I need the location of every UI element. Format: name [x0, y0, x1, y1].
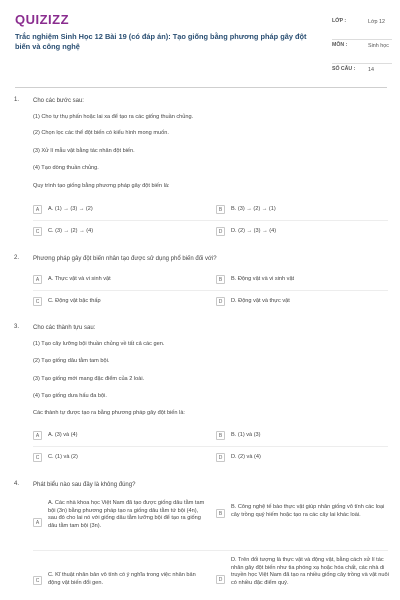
document-header: [0, 0, 400, 86]
option-text: D. Động vật và thực vật: [231, 298, 290, 304]
option-letter-box: B: [216, 509, 225, 518]
question-text: Phát biểu nào sau đây là không đúng?: [33, 482, 136, 488]
option-text: B. (3) → (2) → (1): [231, 206, 276, 212]
page-title: Trắc nghiệm Sinh Học 12 Bài 19 (có đáp án): Tạo giống bằng phương pháp gây đột biến và công nghệ: [15, 32, 307, 51]
option-letter-box: B: [216, 275, 225, 284]
option-text: D. (2) → (3) → (4): [231, 228, 277, 234]
option-letter-box: D: [216, 453, 225, 462]
option-letter-box: C: [33, 297, 42, 306]
option-letter-box: A: [33, 205, 42, 214]
option-letter-box: B: [216, 431, 225, 440]
option-text: C. (1) và (2): [48, 454, 78, 460]
option-text: D. (2) và (4): [231, 454, 261, 460]
meta-lop: [332, 16, 392, 40]
question-prompt: Các thành tự được tạo ra bằng phương pháp gây đột biến là:: [33, 410, 185, 416]
meta-socau-value: 14: [368, 67, 374, 73]
question-statement: (2) Chọn lọc các thể đột biến có kiểu hình mong muốn.: [33, 130, 169, 136]
question-number: 2.: [14, 255, 20, 261]
option-letter-box: D: [216, 227, 225, 236]
question-statement: (4) Tạo dòng thuần chủng.: [33, 165, 99, 171]
meta-lop-label: LỚP :: [332, 18, 347, 24]
option-text: A. Các nhà khoa học Việt Nam đã tạo được giống dâu tằm tam bội (3n) bằng phương pháp tạo ra giống dâu tằm tứ bội (4n), sau đó cho lai nó với giống dâu tằm lưỡng bội để tạo ra giống dâu tằm tam bội (3n).: [48, 500, 205, 529]
option-letter-box: B: [216, 205, 225, 214]
question-statement: (1) Tạo cây lưỡng bội thuần chủng về tất cả các gen.: [33, 341, 165, 347]
option-letter-box: D: [216, 297, 225, 306]
question-number: 3.: [14, 324, 20, 330]
meta-mon: [332, 40, 392, 64]
option-separator: [33, 446, 388, 447]
meta-mon-label: MÔN :: [332, 42, 348, 48]
quizizz-logo: QUIZIZZ: [15, 12, 70, 27]
meta-lop-value: Lớp 12: [368, 19, 386, 25]
meta-mon-value: Sinh học: [368, 43, 389, 49]
question-number: 1.: [14, 97, 20, 103]
option-text: B. Công nghệ tế bào thực vật giúp nhân giống vô tính các loại cây trồng quý hiếm hoặc tạo ra các cây lai khác loài.: [231, 504, 385, 518]
option-text: C. Động vật bậc thấp: [48, 298, 101, 304]
meta-panel: [332, 16, 392, 88]
option-separator: [33, 220, 388, 221]
question-statement: (2) Tạo giống dâu tằm tam bội.: [33, 358, 110, 364]
question-statement: (4) Tạo giống dưa hấu đa bội.: [33, 393, 107, 399]
question-text: Cho các thành tựu sau:: [33, 325, 96, 331]
question-statement: (3) Tạo giống mới mang đặc điểm của 2 loài.: [33, 376, 145, 382]
question-number: 4.: [14, 481, 20, 487]
option-text: C. Kĩ thuật nhân bản vô tính có ý nghĩa trong việc nhân bản động vật biến đổi gen.: [48, 572, 196, 586]
question-text: Phương pháp gây đột biến nhân tạo được sử dụng phổ biến đối với?: [33, 256, 217, 262]
question-prompt: Quy trình tạo giống bằng phương pháp gây đột biến là:: [33, 183, 170, 189]
option-letter-box: A: [33, 431, 42, 440]
header-divider: [15, 87, 387, 88]
option-text: B. Động vật và vi sinh vật: [231, 276, 295, 282]
option-letter-box: C: [33, 227, 42, 236]
option-separator: [33, 290, 388, 291]
option-letter-box: C: [33, 453, 42, 462]
option-text: C. (3) → (2) → (4): [48, 228, 94, 234]
meta-socau: [332, 64, 392, 88]
option-text: A. (1) → (3) → (2): [48, 206, 93, 212]
option-letter-box: D: [216, 575, 225, 584]
option-text: A. (3) và (4): [48, 432, 78, 438]
option-separator: [33, 550, 388, 551]
option-text: A. Thực vật và vi sinh vật: [48, 276, 111, 282]
option-letter-box: C: [33, 576, 42, 585]
meta-socau-label: SỐ CÂU :: [332, 66, 356, 72]
option-letter-box: A: [33, 275, 42, 284]
option-text: D. Trên đối tượng là thực vật và động vật, bằng cách xử lí tác nhân gây đột biến như tia phóng xạ hoặc hóa chất, các nhà di truyền học Việt Nam đã tạo ra nhiều giống cây trồng và vật nuôi có nhiều đặc điểm quý.: [231, 557, 389, 586]
question-statement: (1) Cho tự thụ phấn hoặc lai xa để tạo ra các giống thuần chủng.: [33, 114, 194, 120]
question-text: Cho các bước sau:: [33, 98, 84, 104]
option-letter-box: A: [33, 518, 42, 527]
question-statement: (3) Xử lí mẫu vật bằng tác nhân đột biến.: [33, 148, 135, 154]
option-text: B. (1) và (3): [231, 432, 261, 438]
